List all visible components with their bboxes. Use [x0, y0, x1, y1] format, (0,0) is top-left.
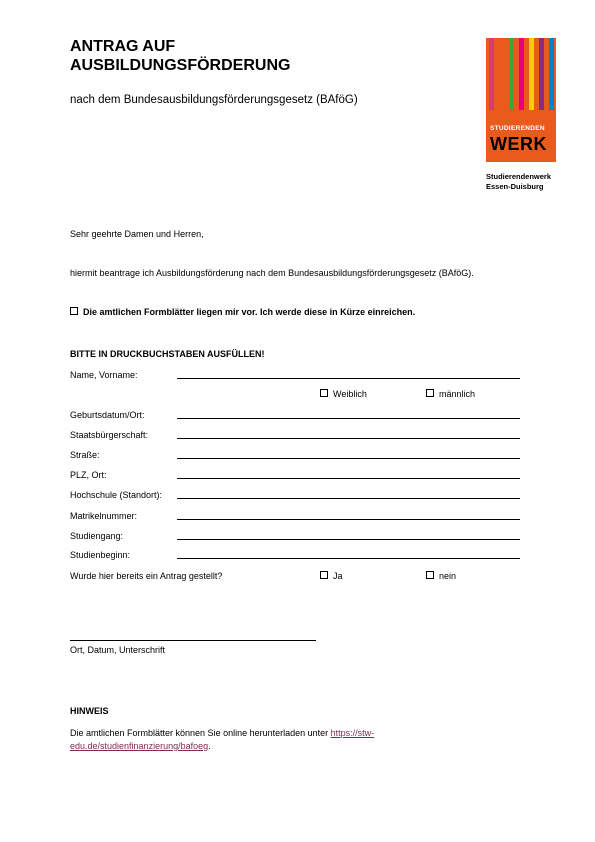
- birth-label: Geburtsdatum/Ort:: [70, 410, 145, 420]
- birth-field[interactable]: [177, 418, 520, 419]
- forms-notice-row: [70, 307, 415, 317]
- logo-stripe: [549, 38, 554, 110]
- link-part-2[interactable]: edu.de/studienfinanzierung/bafoeg: [70, 741, 209, 751]
- gender-male-checkbox[interactable]: [426, 389, 434, 397]
- logo-stripe: [499, 38, 504, 110]
- link-part-1[interactable]: https://stw-: [330, 728, 375, 738]
- course-label: Studiengang:: [70, 531, 124, 541]
- name-field[interactable]: [177, 378, 520, 379]
- letter-body: hiermit beantrage ich Ausbildungsförderung nach dem Bundesausbildungsförderungsgesetz (BAföG).: [70, 268, 474, 278]
- hint-suffix: .: [208, 741, 211, 751]
- title-line-2: AUSBILDUNGSFÖRDERUNG: [70, 57, 291, 74]
- hint-text-body: Die amtlichen Formblätter können Sie online herunterladen unter: [70, 728, 331, 738]
- previous-application-question: Wurde hier bereits ein Antrag gestellt?: [70, 571, 223, 581]
- previous-no-label: nein: [439, 571, 457, 581]
- forms-notice-text: Die amtlichen Formblätter liegen mir vor. Ich werde diese in Kürze einreichen.: [83, 307, 416, 317]
- signature-label: Ort, Datum, Unterschrift: [70, 645, 166, 655]
- logo-stripe: [489, 38, 494, 110]
- hint-text: [70, 727, 450, 753]
- gender-male-label: männlich: [439, 389, 476, 399]
- forms-notice-checkbox[interactable]: [70, 307, 78, 315]
- gender-female-checkbox[interactable]: [320, 389, 328, 397]
- start-field[interactable]: [177, 558, 520, 559]
- logo-caption: [486, 172, 551, 192]
- logo-caption-line-1: Studierendenwerk: [486, 172, 552, 181]
- studierendenwerk-logo: [486, 38, 556, 162]
- signature-line[interactable]: [70, 640, 316, 641]
- logo-stripe: [519, 38, 524, 110]
- zip-label: PLZ, Ort:: [70, 470, 107, 480]
- university-label: Hochschule (Standort):: [70, 490, 163, 500]
- street-field[interactable]: [177, 458, 520, 459]
- salutation: Sehr geehrte Damen und Herren,: [70, 229, 204, 239]
- logo-stripe: [509, 38, 514, 110]
- matriculation-field[interactable]: [177, 519, 520, 520]
- previous-yes-option[interactable]: [320, 571, 343, 581]
- logo-stripe: [539, 38, 544, 110]
- document-subtitle: nach dem Bundesausbildungsförderungsgesetz (BAföG): [70, 94, 358, 106]
- street-label: Straße:: [70, 450, 100, 460]
- title-line-1: ANTRAG AUF: [70, 38, 176, 55]
- logo-caption-line-2: Essen-Duisburg: [486, 182, 544, 191]
- citizenship-label: Staatsbürgerschaft:: [70, 430, 149, 440]
- matriculation-label: Matrikelnummer:: [70, 511, 138, 521]
- course-field[interactable]: [177, 539, 520, 540]
- citizenship-field[interactable]: [177, 438, 520, 439]
- previous-yes-checkbox[interactable]: [320, 571, 328, 579]
- gender-female-option[interactable]: [320, 389, 367, 399]
- hint-heading: HINWEIS: [70, 706, 109, 716]
- zip-field[interactable]: [177, 478, 520, 479]
- gender-female-label: Weiblich: [333, 389, 367, 399]
- gender-male-option[interactable]: [426, 389, 475, 399]
- previous-yes-label: Ja: [333, 571, 343, 581]
- logo-big-text: WERK: [490, 134, 547, 154]
- logo-stripe: [529, 38, 534, 110]
- document-title: [70, 37, 290, 75]
- form-instruction: BITTE IN DRUCKBUCHSTABEN AUSFÜLLEN!: [70, 349, 265, 359]
- logo-small-text: STUDIERENDEN: [490, 125, 545, 132]
- start-label: Studienbeginn:: [70, 550, 131, 560]
- name-label: Name, Vorname:: [70, 370, 138, 380]
- university-field[interactable]: [177, 498, 520, 499]
- previous-no-checkbox[interactable]: [426, 571, 434, 579]
- previous-no-option[interactable]: [426, 571, 456, 581]
